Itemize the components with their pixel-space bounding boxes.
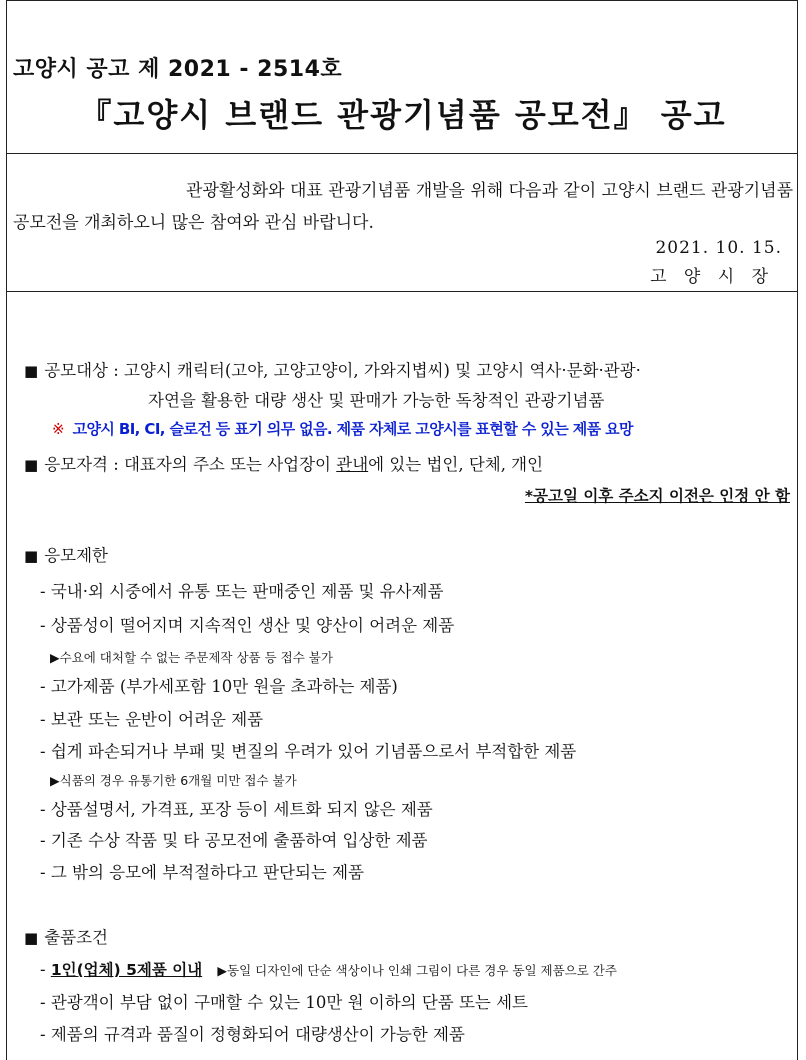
- signer: 고 양 시 장: [650, 267, 774, 287]
- restriction-item: - 그 밖의 응모에 부적절하다고 판단되는 제품: [40, 863, 364, 882]
- conditions-heading: [24, 924, 108, 948]
- restriction-note: ▶식품의 경우 유통기한 6개월 미만 접수 불가: [50, 773, 297, 788]
- eligibility-prefix: 응모자격 : 대표자의 주소 또는 사업장이: [44, 455, 337, 474]
- eligibility-underlined: 관내: [336, 455, 369, 474]
- condition-limit: 1인(업체) 5제품 이내: [50, 961, 203, 979]
- eligibility-line: [24, 451, 543, 475]
- target-note-text: 고양시 BI, CI, 슬로건 등 표기 의무 없음. 제품 자체로 고양시를 표현할 수 있는 제품 요망: [72, 420, 633, 438]
- intro-line-1: 관광활성화와 대표 관광기념품 개발을 위해 다음과 같이 고양시 브랜드 관광기념품: [186, 181, 793, 201]
- title-divider: [6, 153, 798, 154]
- eligibility-suffix: 에 있는 법인, 단체, 개인: [368, 455, 544, 474]
- restriction-item: - 상품성이 떨어지며 지속적인 생산 및 양산이 어려운 제품: [40, 616, 455, 635]
- target-line-2: 자연을 활용한 대량 생산 및 판매가 가능한 독창적인 관광기념품: [148, 391, 605, 410]
- bullet-square: ■: [24, 362, 39, 380]
- restriction-item: - 국내·외 시중에서 유통 또는 판매중인 제품 및 유사제품: [40, 582, 444, 601]
- note-mark: ※: [52, 420, 65, 438]
- bullet-square: ■: [24, 929, 39, 947]
- restriction-item: - 기존 수상 작품 및 타 공모전에 출품하여 입상한 제품: [40, 831, 428, 850]
- restriction-item: - 보관 또는 운반이 어려운 제품: [40, 710, 264, 729]
- notice-date: 2021. 10. 15.: [655, 238, 782, 258]
- target-note: [52, 418, 633, 439]
- page-title: 『고양시 브랜드 관광기념품 공모전』 공고: [79, 96, 727, 134]
- bullet-square: ■: [24, 456, 39, 474]
- conditions-heading-text: 출품조건: [44, 928, 108, 947]
- notice-number: 고양시 공고 제 2021 - 2514호: [13, 57, 343, 82]
- intro-line-2: 공모전을 개최하오니 많은 참여와 관심 바랍니다.: [13, 213, 374, 233]
- target-text: 공모대상 : 고양시 캐릭터(고야, 고양고양이, 가와지볍씨) 및 고양시 역사·문화·관광·: [44, 361, 641, 380]
- condition-dash: -: [40, 960, 51, 979]
- bullet-square: ■: [24, 547, 39, 565]
- condition-item: [40, 958, 617, 980]
- condition-note: ▶동일 디자인에 단순 색상이나 인쇄 그림이 다른 경우 동일 제품으로 간주: [217, 963, 617, 978]
- restriction-note: ▶수요에 대처할 수 없는 주문제작 상품 등 접수 불가: [50, 650, 333, 665]
- intro-divider: [6, 291, 798, 292]
- notice-frame: [6, 0, 798, 1060]
- top-rule: [6, 0, 798, 1]
- condition-item: - 관광객이 부담 없이 구매할 수 있는 10만 원 이하의 단품 또는 세트: [40, 993, 528, 1012]
- restriction-item: - 고가제품 (부가세포함 10만 원을 초과하는 제품): [40, 677, 398, 696]
- eligibility-note: *공고일 이후 주소지 이전은 인정 안 함: [524, 487, 790, 505]
- restrictions-heading: [24, 542, 108, 566]
- condition-item: - 제품의 규격과 품질이 정형화되어 대량생산이 가능한 제품: [40, 1025, 465, 1044]
- target-line-1: [24, 357, 641, 381]
- restriction-item: - 상품설명서, 가격표, 포장 등이 세트화 되지 않은 제품: [40, 800, 433, 819]
- restrictions-heading-text: 응모제한: [44, 546, 108, 565]
- restriction-item: - 쉽게 파손되거나 부패 및 변질의 우려가 있어 기념품으로서 부적합한 제품: [40, 742, 577, 761]
